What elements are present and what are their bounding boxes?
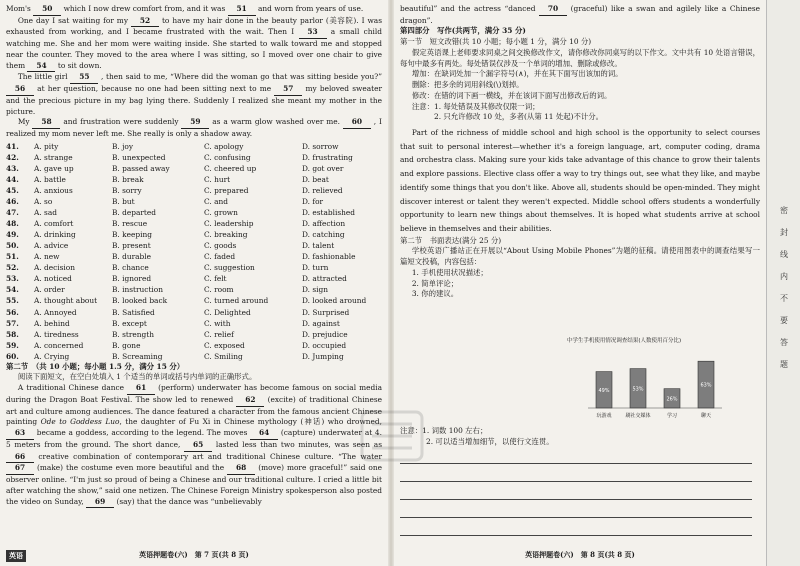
question-number: 46. (6, 197, 19, 207)
option-choice[interactable]: B. departed (112, 208, 156, 218)
blank-67[interactable]: 67 (6, 463, 34, 475)
question-number: 56. (6, 307, 19, 317)
chart-value-label: 63% (700, 382, 712, 389)
error-correction-essay: Part of the richness of middle school and high school is the opportunity to select courses that suit to personal interest—whether it's a foreign language, art, computer coding, drama and orchestra class. Making sure your kids take advantage of this chance to grow their talents and explore passions. Elective class offer a way to try things out, see what they like, and maybe identify some things that you don't like. Above all, students should be open-minded. They might discover interest or talent they weren't expected. Middle school offers students a wonderfully opportunity to learn new things about themselves. It is hoped what students arrive at school believe in themselves and their abilities. (400, 128, 760, 233)
question-number: 41. (6, 141, 19, 151)
option-choice[interactable]: B. Screaming (112, 351, 163, 361)
chart-svg (504, 346, 744, 422)
option-choice[interactable]: D. occupied (302, 340, 347, 350)
part4-title: 第四部分 写作(共两节，满分 35 分) (400, 26, 526, 36)
writing-note-1: 注意：1. 词数 100 左右； (400, 426, 488, 435)
chart-category-label: 学习 (666, 412, 678, 419)
chart-category-label: 刷社交媒体 (625, 412, 651, 419)
option-choice[interactable]: A. tiredness (34, 329, 79, 339)
option-choice[interactable]: D. relieved (302, 186, 343, 195)
option-choice[interactable]: A. so (34, 197, 53, 207)
writing-title: 第二节 书面表达(满分 25 分) (400, 235, 502, 245)
question-number: 45. (6, 186, 19, 195)
binding-strip (766, 0, 800, 566)
binding-char: 不 (780, 294, 788, 303)
option-choice[interactable]: D. prejudice (302, 329, 348, 339)
option-choice[interactable]: C. hurt (204, 174, 231, 184)
writing-note-2: 2. 可以适当增加细节，以使行文连贯。 (426, 437, 554, 446)
cloze-paragraph-3: The little girl 55 , then said to me, “Where did the woman go that was sitting beside you?” 56 at her question, because no one had been sitting next to me 57 my beloved sweater and the precious picture in my bag lying there. Suddenly I realized she meant my mother in the picture. (6, 72, 382, 116)
question-number: 49. (6, 230, 19, 240)
option-choice[interactable]: C. exposed (204, 340, 245, 350)
option-choice[interactable]: D. affection (302, 219, 346, 229)
binding-char: 封 (780, 228, 788, 237)
question-number: 54. (6, 285, 19, 295)
option-choice[interactable]: C. goods (204, 241, 237, 251)
option-choice[interactable]: B. sorry (112, 186, 142, 195)
section2-title: 第二节 （共 10 小题；每小题 1.5 分，满分 15 分） (6, 361, 185, 371)
blank-50[interactable]: 50 (33, 4, 61, 16)
blank-51[interactable]: 51 (228, 4, 256, 16)
option-choice[interactable]: A. noticed (34, 274, 72, 284)
grammar-passage: A traditional Chinese dance 61 (perform) underwater has become famous on social media during the Dragon Boat Festival. The show led to renewed 62 (excite) of traditional Chinese art and culture among audiences. The dance featured a character from the famous ancient Chinese painting Ode to Goddess Luo, the daughter of Fu Xi in Chinese mythology (神话) who drowned, 63 became a goddess, according to the legend. The moves 64 (capture) underwater at 4. 5 meters from the ground. The short dance, 65 lasted less than two minutes, was seen as 66 creative combination of contemporary art and traditional Chinese culture. “The water 67 (make) the costume even more beautiful and the 68 (move) more graceful!” said one observer online. “I'm just so proud of being a Chinese and our traditional culture. I cried a little bit after watching the show,” said one netizen. The Chinese Foreign Ministry spokesperson also posted the video on Sunday, 69 (say) that the dance was “unbelievably (6, 383, 382, 508)
option-choice[interactable]: C. breaking (204, 230, 248, 240)
option-choice[interactable]: A. advice (34, 241, 69, 251)
cloze-paragraph-2: One day I sat waiting for my 52 to have my hair done in the beauty parlor (美容院). I was exhausted from working, and I became frustrated with the wait. Then I 53 a small child watching me. She and her mom were waiting inside. She started to walk toward me and stopped near the counter. They moved to the area where I was sitting, so I moved over one chair to give them 54 to sit down. (6, 16, 382, 73)
rule-modify: 修改：在错的词下画一横线，并在该词下面写出修改后的词。 (411, 90, 612, 100)
option-choice[interactable]: D. catching (302, 230, 345, 240)
option-choice[interactable]: B. gone (112, 340, 141, 350)
option-choice[interactable]: A. battle (34, 174, 66, 184)
option-choice[interactable]: A. decision (34, 263, 76, 273)
question-number: 44. (6, 174, 19, 184)
question-number: 59. (6, 340, 19, 350)
option-choice[interactable]: A. new (34, 252, 60, 262)
question-number: 47. (6, 208, 19, 218)
option-choice[interactable]: D. fashionable (302, 252, 356, 262)
option-choice[interactable]: C. with (204, 318, 231, 328)
cloze-paragraph-4: My 58 and frustration were suddenly 59 as a warm glow washed over me. 60 , I realized my mom never left me. She really is only a shadow away. (6, 117, 382, 139)
blank-57[interactable]: 57 (274, 84, 302, 96)
answer-lines (400, 446, 752, 536)
question-number: 57. (6, 318, 19, 328)
chart-title: 中学生手机使用情况调查结果(人数使用百分比) (566, 338, 682, 344)
option-choice[interactable]: D. attracted (302, 274, 347, 284)
option-row (6, 284, 382, 295)
left-page (0, 0, 388, 566)
answer-line[interactable] (400, 463, 752, 464)
option-row (6, 229, 382, 240)
chart-value-label: 26% (666, 396, 678, 403)
question-number: 58. (6, 329, 19, 339)
section2-instruction: 阅读下面短文，在空白处填入 1 个适当的单词或括号内单词的正确形式。 (17, 372, 257, 382)
option-row (6, 196, 382, 207)
blank-52[interactable]: 52 (131, 16, 159, 28)
option-row (6, 185, 382, 196)
cloze-line-1: Mom's 50 which I now drew comfort from, and it was 51 and worn from years of use. (6, 4, 382, 16)
option-choice[interactable]: B. strength (112, 329, 155, 339)
requirement-1: 1. 手机使用状况描述； (411, 267, 488, 277)
blank-63[interactable]: 63 (6, 428, 34, 440)
binding-char: 密 (780, 206, 788, 215)
option-choice[interactable]: A. strange (34, 152, 73, 162)
option-choice[interactable]: C. cheered up (204, 163, 257, 173)
option-choice[interactable]: C. felt (204, 274, 227, 284)
option-choice[interactable]: A. pity (34, 141, 59, 151)
option-row (6, 218, 382, 229)
note-1: 注意：1. 每处错误及其修改仅限一词； (411, 101, 540, 111)
question-number: 51. (6, 252, 19, 262)
option-choice[interactable]: D. turn (302, 263, 329, 273)
question-number: 42. (6, 152, 19, 162)
note-2: 2. 只允许修改 10 处，多者(从第 11 处起)不计分。 (434, 112, 604, 122)
option-choice[interactable]: D. for (302, 197, 324, 207)
rule-add: 增加：在缺词处加一个漏字符号(∧)，并在其下面写出该加的词。 (411, 69, 623, 79)
option-choice[interactable]: A. sad (34, 208, 57, 218)
option-choice[interactable]: D. looked around (302, 296, 367, 306)
blank-69[interactable]: 69 (86, 497, 114, 509)
question-number: 60. (6, 351, 19, 361)
page-8-footer: 英语押题卷(六) 第 8 页(共 8 页) (525, 549, 635, 559)
answer-line[interactable] (400, 481, 752, 482)
option-choice[interactable]: A. order (34, 285, 65, 295)
option-choice[interactable]: C. apology (204, 141, 244, 151)
page-7-footer: 英语押题卷(六) 第 7 页(共 8 页) (139, 549, 249, 559)
blank-62[interactable]: 62 (236, 395, 264, 407)
option-choice[interactable]: B. rescue (112, 219, 148, 229)
option-choice[interactable]: B. passed away (112, 163, 170, 173)
option-choice[interactable]: C. Smiling (204, 351, 243, 361)
error-correction-instruction: 假定英语课上老师要求同桌之间交换修改作文，请你修改你同桌写的以下作文。文中共有 10 处语言错误，每句中最多有两处。每处错误仅涉及一个单词的增加、删除或修改。 (400, 47, 760, 68)
option-row (6, 240, 382, 251)
option-choice[interactable]: D. against (302, 318, 340, 328)
option-row (6, 207, 382, 218)
blank-53[interactable]: 53 (299, 27, 327, 39)
subject-tag: 英语 (6, 550, 26, 562)
blank-54[interactable]: 54 (27, 61, 55, 73)
option-choice[interactable]: C. turned around (204, 296, 269, 306)
option-choice[interactable]: A. thought about (34, 296, 98, 306)
seal-line-warning (777, 200, 791, 376)
option-choice[interactable]: C. prepared (204, 186, 249, 195)
cloze-options (6, 141, 382, 362)
option-choice[interactable]: C. faded (204, 252, 236, 262)
option-choice[interactable]: A. Annoyed (34, 307, 77, 317)
answer-line[interactable] (400, 535, 752, 536)
writing-instruction: 学校英语广播站正在开展以“About Using Mobile Phones”为题的征稿。请使用图表中的调查结果写一篇短文投稿，内容包括： (400, 246, 760, 267)
option-choice[interactable]: D. got over (302, 163, 344, 173)
blank-66[interactable]: 66 (6, 452, 34, 464)
error-correction-title: 第一节 短文改错(共 10 小题；每小题 1 分，满分 10 分) (400, 37, 592, 47)
option-row (6, 351, 382, 362)
option-row (6, 273, 382, 284)
question-number: 55. (6, 296, 19, 306)
answer-line[interactable] (400, 517, 752, 518)
option-choice[interactable]: C. room (204, 285, 234, 295)
option-choice[interactable]: D. frustrating (302, 152, 353, 162)
option-choice[interactable]: C. confusing (204, 152, 251, 162)
option-choice[interactable]: B. present (112, 241, 151, 251)
option-choice[interactable]: A. concerned (34, 340, 84, 350)
option-row (6, 307, 382, 318)
option-choice[interactable]: B. instruction (112, 285, 163, 295)
option-choice[interactable]: A. comfort (34, 219, 74, 229)
chart-category-label: 聊天 (700, 412, 712, 419)
option-row (6, 141, 382, 152)
option-row (6, 318, 382, 329)
blank-55[interactable]: 55 (70, 72, 98, 84)
grammar-passage-end: beautiful” and the actress “danced 70 (graceful) like a swan and agilely like a Chinese dragon”. (400, 4, 760, 25)
option-choice[interactable]: A. anxious (34, 186, 73, 195)
option-choice[interactable]: B. ignored (112, 274, 152, 284)
option-row (6, 340, 382, 351)
option-row (6, 251, 382, 262)
option-choice[interactable]: C. grown (204, 208, 238, 218)
survey-chart (504, 338, 744, 422)
blank-56[interactable]: 56 (6, 84, 34, 96)
option-choice[interactable]: B. chance (112, 263, 149, 273)
option-choice[interactable]: A. behind (34, 318, 70, 328)
answer-line[interactable] (400, 499, 752, 500)
option-choice[interactable]: B. unexpected (112, 152, 166, 162)
option-choice[interactable]: B. joy (112, 141, 134, 151)
option-row (6, 163, 382, 174)
option-row (6, 262, 382, 273)
blank-59[interactable]: 59 (181, 117, 209, 129)
requirement-2: 2. 简单评论； (411, 278, 459, 288)
blank-70[interactable]: 70 (539, 4, 567, 16)
chart-value-label: 53% (632, 386, 644, 393)
question-number: 43. (6, 163, 19, 173)
option-choice[interactable]: A. gave up (34, 163, 74, 173)
binding-char: 内 (780, 272, 788, 281)
option-choice[interactable]: B. but (112, 197, 135, 207)
option-choice[interactable]: D. talent (302, 241, 335, 251)
blank-68[interactable]: 68 (227, 463, 255, 475)
binding-char: 题 (780, 360, 788, 369)
right-page (394, 0, 766, 566)
option-choice[interactable]: C. Delighted (204, 307, 251, 317)
option-choice[interactable]: D. established (302, 208, 356, 218)
chart-category-label: 玩游戏 (596, 412, 612, 419)
option-choice[interactable]: D. Jumping (302, 351, 344, 361)
option-choice[interactable]: D. sign (302, 285, 329, 295)
option-choice[interactable]: D. Surprised (302, 307, 350, 317)
option-row (6, 152, 382, 163)
option-choice[interactable]: B. looked back (112, 296, 168, 306)
option-choice[interactable]: D. sorrow (302, 141, 339, 151)
binding-char: 要 (780, 316, 788, 325)
option-choice[interactable]: B. durable (112, 252, 152, 262)
question-number: 50. (6, 241, 19, 251)
option-choice[interactable]: B. break (112, 174, 144, 184)
option-row (6, 174, 382, 185)
option-choice[interactable]: C. relief (204, 329, 234, 339)
blank-64[interactable]: 64 (250, 428, 278, 440)
question-number: 52. (6, 263, 19, 273)
question-number: 48. (6, 219, 19, 229)
blank-61[interactable]: 61 (127, 383, 155, 395)
blank-58[interactable]: 58 (32, 117, 60, 129)
option-row (6, 329, 382, 340)
option-choice[interactable]: A. drinking (34, 230, 76, 240)
option-choice[interactable]: B. except (112, 318, 147, 328)
option-choice[interactable]: C. leadership (204, 219, 254, 229)
blank-65[interactable]: 65 (184, 440, 212, 452)
chart-value-label: 49% (598, 387, 610, 394)
binding-char: 线 (780, 250, 788, 259)
option-choice[interactable]: B. Satisfied (112, 307, 155, 317)
option-choice[interactable]: A. Crying (34, 351, 70, 361)
blank-60[interactable]: 60 (343, 117, 371, 129)
requirement-3: 3. 你的建议。 (411, 289, 459, 299)
rule-delete: 删除：把多余的词用斜线(\)划掉。 (411, 80, 524, 90)
binding-char: 答 (780, 338, 788, 347)
option-choice[interactable]: B. keeping (112, 230, 152, 240)
option-choice[interactable]: C. suggestion (204, 263, 255, 273)
option-choice[interactable]: C. and (204, 197, 228, 207)
option-row (6, 295, 382, 306)
option-choice[interactable]: D. beat (302, 174, 329, 184)
question-number: 53. (6, 274, 19, 284)
